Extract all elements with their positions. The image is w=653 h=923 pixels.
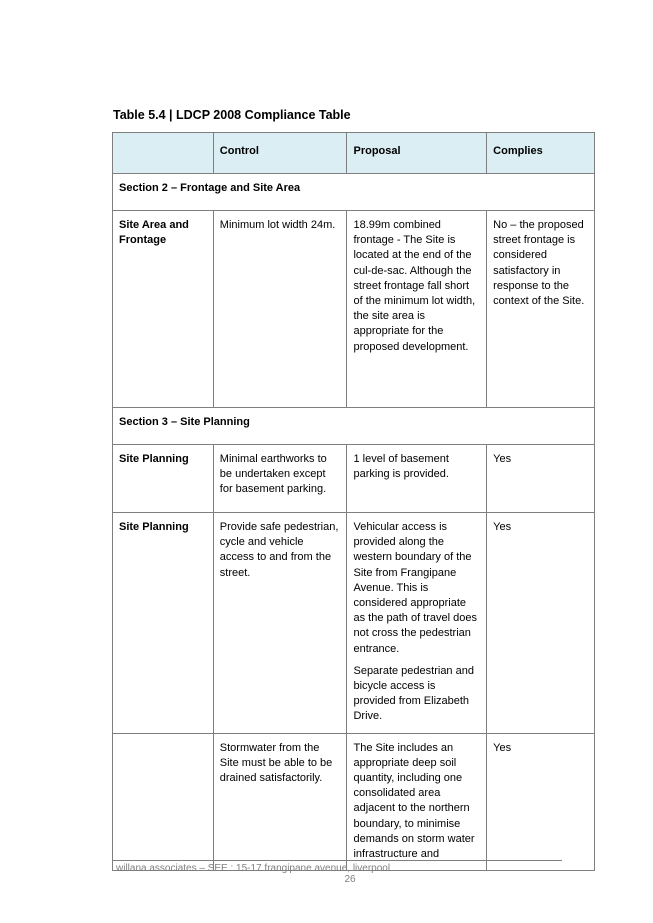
table-row — [113, 445, 595, 513]
row-proposal: The Site includes an appropriate deep soil quantity, including one consolidated area adjacent to the northern boundary, to minimise demands on storm water infrastructure and — [347, 733, 487, 871]
section-row — [113, 408, 595, 445]
row-proposal — [347, 513, 487, 734]
compliance-table — [112, 132, 595, 871]
row-label: Site Area and Frontage — [113, 211, 214, 408]
footer-divider — [112, 860, 562, 861]
table-title: Table 5.4 | LDCP 2008 Compliance Table — [113, 108, 351, 122]
header-complies: Complies — [487, 133, 595, 174]
row-proposal: 18.99m combined frontage - The Site is located at the end of the cul-de-sac. Although the street frontage fall short of the minimum lot width, the site area is appropriate for the proposed development. — [347, 211, 487, 408]
row-control: Minimal earthworks to be undertaken except for basement parking. — [213, 445, 347, 513]
row-control: Provide safe pedestrian, cycle and vehicle access to and from the street. — [213, 513, 347, 734]
row-complies: Yes — [487, 733, 595, 871]
header-proposal: Proposal — [347, 133, 487, 174]
row-control: Stormwater from the Site must be able to be drained satisfactorily. — [213, 733, 347, 871]
row-complies: Yes — [487, 445, 595, 513]
proposal-paragraph: Vehicular access is provided along the western boundary of the Site from Frangipane Avenue. This is considered appropriate as the path of travel does not cross the pedestrian entrance. — [353, 521, 478, 655]
row-complies: No – the proposed street frontage is considered satisfactory in response to the context of the Site. — [487, 211, 595, 408]
row-label: Site Planning — [113, 445, 214, 513]
proposal-paragraph: Separate pedestrian and bicycle access is provided from Elizabeth Drive. — [353, 664, 474, 723]
row-complies: Yes — [487, 513, 595, 734]
row-label — [113, 733, 214, 871]
page-number: 26 — [344, 874, 356, 885]
header-blank — [113, 133, 214, 174]
footer-text: willana associates – SEE : 15-17 frangipane avenue, liverpool — [116, 863, 391, 874]
table-row — [113, 513, 595, 734]
section-row — [113, 174, 595, 211]
table-header-row — [113, 133, 595, 174]
section-2-heading: Section 2 – Frontage and Site Area — [113, 174, 595, 211]
header-control: Control — [213, 133, 347, 174]
row-proposal: 1 level of basement parking is provided. — [347, 445, 487, 513]
row-control: Minimum lot width 24m. — [213, 211, 347, 408]
table-row — [113, 733, 595, 871]
table-row — [113, 211, 595, 408]
section-3-heading: Section 3 – Site Planning — [113, 408, 595, 445]
row-label: Site Planning — [113, 513, 214, 734]
